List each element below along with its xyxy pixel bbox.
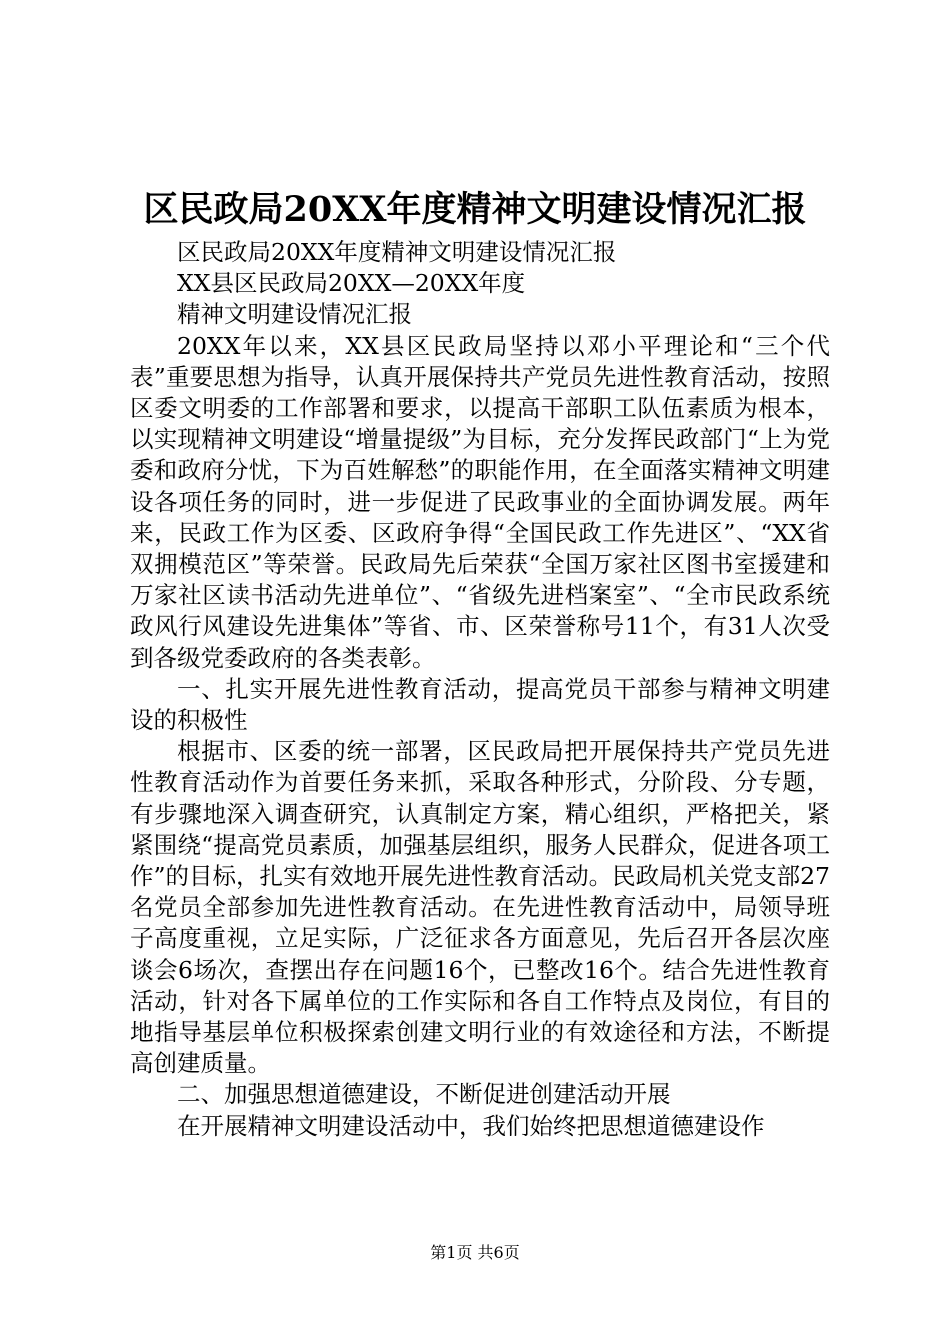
paragraph-subtitle-2: XX县区民政局20XX—20XX年度: [177, 269, 526, 298]
paragraph-section-1: 根据市、区委的统一部署，区民政局把开展保持共产党员先进性教育活动作为首要任务来抓，采取各种形式，分阶段、分专题，有步骤地深入调查研究，认真制定方案，精心组织，严格把关，紧紧围绕“提高党员素质，加强基层组织，服务人民群众，促进各项工作”的目标，扎实有效地开展先进性教育活动。民政局机关党支部27名党员全部参加先进性教育活动。在先进性教育活动中，局领导班子高度重视，立足实际，广泛征求各方面意见，先后召开各层次座谈会6场次，查摆出存在问题16个，已整改16个。结合先进性教育活动，针对各下属单位的工作实际和各自工作特点及岗位，有目的地指导基层单位积极探索创建文明行业的有效途径和方法，不断提高创建质量。: [130, 737, 830, 1078]
document-title: 区民政局20XX年度精神文明建设情况汇报: [143, 189, 807, 230]
section-heading-2: 二、加强思想道德建设，不断促进创建活动开展: [177, 1080, 671, 1109]
paragraph-subtitle-3: 精神文明建设情况汇报: [177, 300, 412, 329]
paragraph-subtitle-1: 区民政局20XX年度精神文明建设情况汇报: [177, 238, 617, 266]
section-heading-1: 一、扎实开展先进性教育活动，提高党员干部参与精神文明建设的积极性: [130, 674, 830, 735]
page-footer: [0, 1242, 950, 1264]
paragraph-section-2: 在开展精神文明建设活动中，我们始终把思想道德建设作: [177, 1111, 765, 1140]
document-body: [130, 237, 830, 1142]
page-number-indicator: 第1页 共6页: [430, 1243, 520, 1262]
paragraph-intro: 20XX年以来，XX县区民政局坚持以邓小平理论和“三个代表”重要思想为指导，认真开展保持共产党员先进性教育活动，按照区委文明委的工作部署和要求，以提高干部职工队伍素质为根本，以实现精神文明建设“增量提级”为目标，充分发挥民政部门“上为党委和政府分忧，下为百姓解愁”的职能作用，在全面落实精神文明建设各项任务的同时，进一步促进了民政事业的全面协调发展。两年来，民政工作为区委、区政府争得“全国民政工作先进区”、“XX省双拥模范区”等荣誉。民政局先后荣获“全国万家社区图书室援建和万家社区读书活动先进单位”、“省级先进档案室”、“全市民政系统政风行风建设先进集体”等省、市、区荣誉称号11个，有31人次受到各级党委政府的各类表彰。: [130, 331, 830, 672]
